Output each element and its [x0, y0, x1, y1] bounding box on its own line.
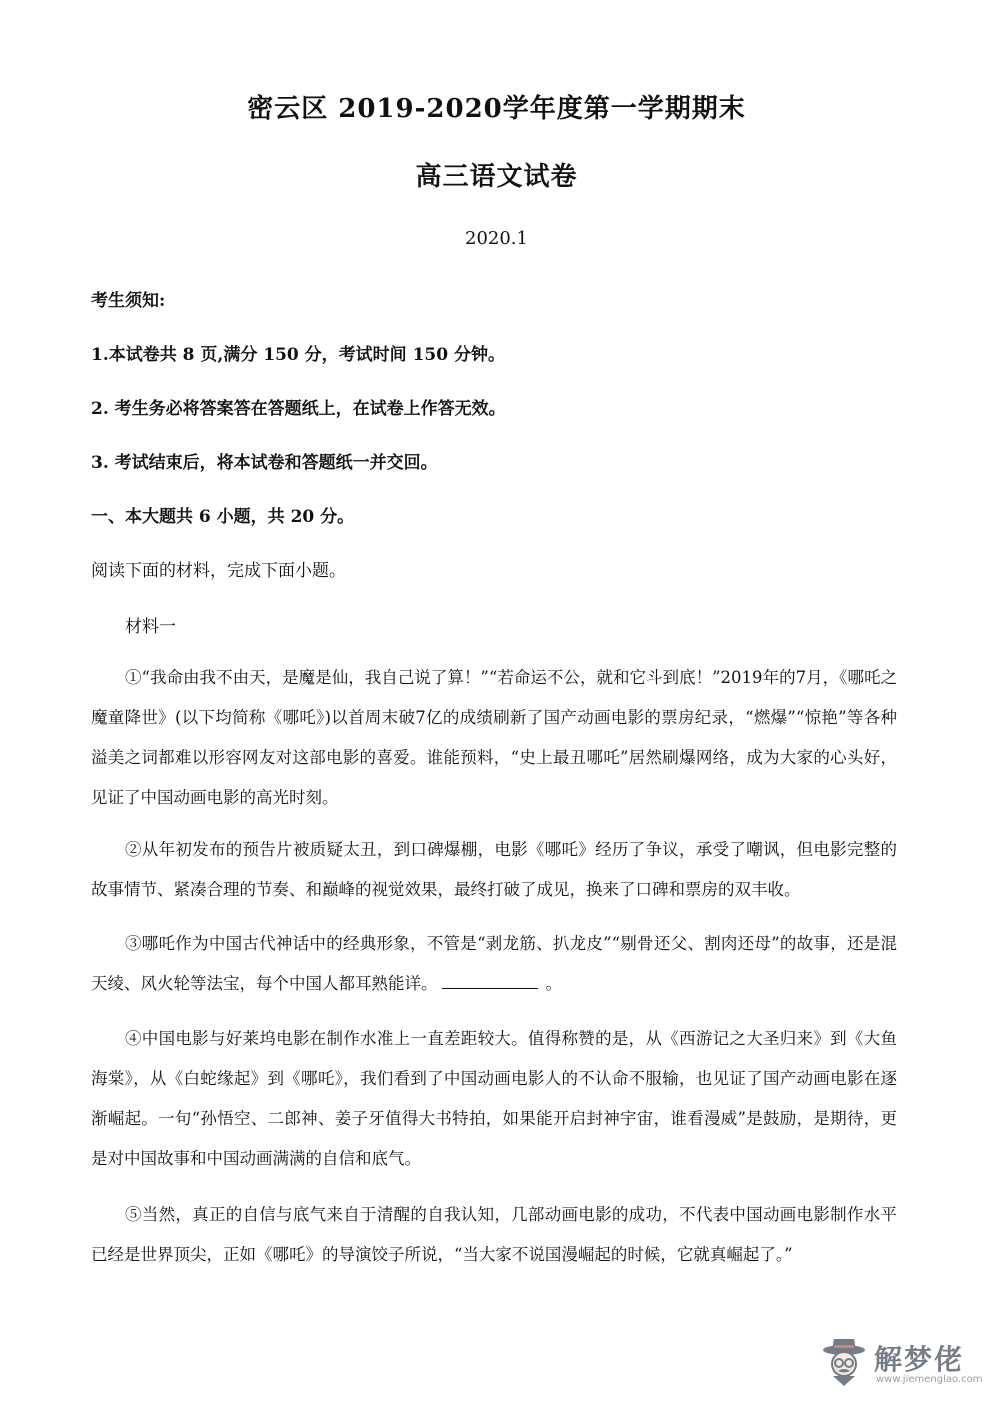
watermark-logo: [820, 1336, 983, 1392]
notice-item-2: 2. 考生务必将答案答在答题纸上，在试卷上作答无效。: [91, 399, 506, 419]
exam-subtitle: 高三语文试卷: [415, 162, 578, 192]
exam-date: 2020.1: [465, 228, 528, 249]
watermark-name: 解梦佬: [874, 1343, 965, 1376]
instruction-text: 阅读下面的材料，完成下面小题。: [91, 561, 346, 581]
watermark-url: www.jiemenglao.com: [876, 1374, 983, 1385]
paragraph-2: ②从年初发布的预告片被质疑太丑，到口碑爆棚，电影《哪吒》经历了争议，承受了嘲讽，但电影完整的故事情节、紧凑合理的节奏、和巅峰的视觉效果，最终打破了成见，换来了口碑和票房的双丰收。: [91, 840, 897, 899]
paragraph-1: ①“我命由我不由天，是魔是仙，我自己说了算！”“若命运不公，就和它斗到底！”2019年的7月，《哪吒之魔童降世》(以下均简称《哪吒》)以首周末破7亿的成绩刷新了国产动画电影的票房纪录，“燃爆”“惊艳”等各种溢美之词都难以形容网友对这部电影的喜爱。谁能预料，“史上最丑哪吒”居然刷爆网络，成为大家的心头好，见证了中国动画电影的高光时刻。: [91, 668, 897, 807]
notice-item-1: 1.本试卷共 8 页,满分 150 分，考试时间 150 分钟。: [91, 345, 505, 365]
paragraph-3: [91, 924, 897, 1004]
material-label: 材料一: [125, 617, 176, 637]
paragraph-3-text: ③哪吒作为中国古代神话中的经典形象，不管是“剥龙筋、扒龙皮”“剔骨还父、割肉还母”的故事，还是混天绫、风火轮等法宝，每个中国人都耳熟能详。: [91, 934, 897, 993]
paragraph-3-tail: 。: [545, 974, 562, 993]
section-heading: 一、本大题共 6 小题，共 20 分。: [91, 507, 355, 527]
answer-blank: [442, 974, 538, 989]
notice-item-3: 3. 考试结束后，将本试卷和答题纸一并交回。: [91, 453, 438, 473]
detective-mascot-icon: [820, 1336, 868, 1388]
paragraph-5: ⑤当然，真正的自信与底气来自于清醒的自我认知，几部动画电影的成功，不代表中国动画电影制作水平已经是世界顶尖，正如《哪吒》的导演饺子所说，“当大家不说国漫崛起的时候，它就真崛起了。”: [91, 1205, 897, 1264]
paragraph-4: ④中国电影与好莱坞电影在制作水准上一直差距较大。值得称赞的是，从《西游记之大圣归来》到《大鱼海棠》，从《白蛇缘起》到《哪吒》，我们看到了中国动画电影人的不认命不服输，也见证了国产动画电影在逐渐崛起。一句“孙悟空、二郎神、姜子牙值得大书特拍，如果能开启封神宇宙，谁看漫威”是鼓励，是期待，更是对中国故事和中国动画满满的自信和底气。: [91, 1029, 897, 1168]
notice-heading: 考生须知:: [91, 291, 166, 311]
exam-title: 密云区 2019-2020学年度第一学期期末: [247, 94, 746, 124]
